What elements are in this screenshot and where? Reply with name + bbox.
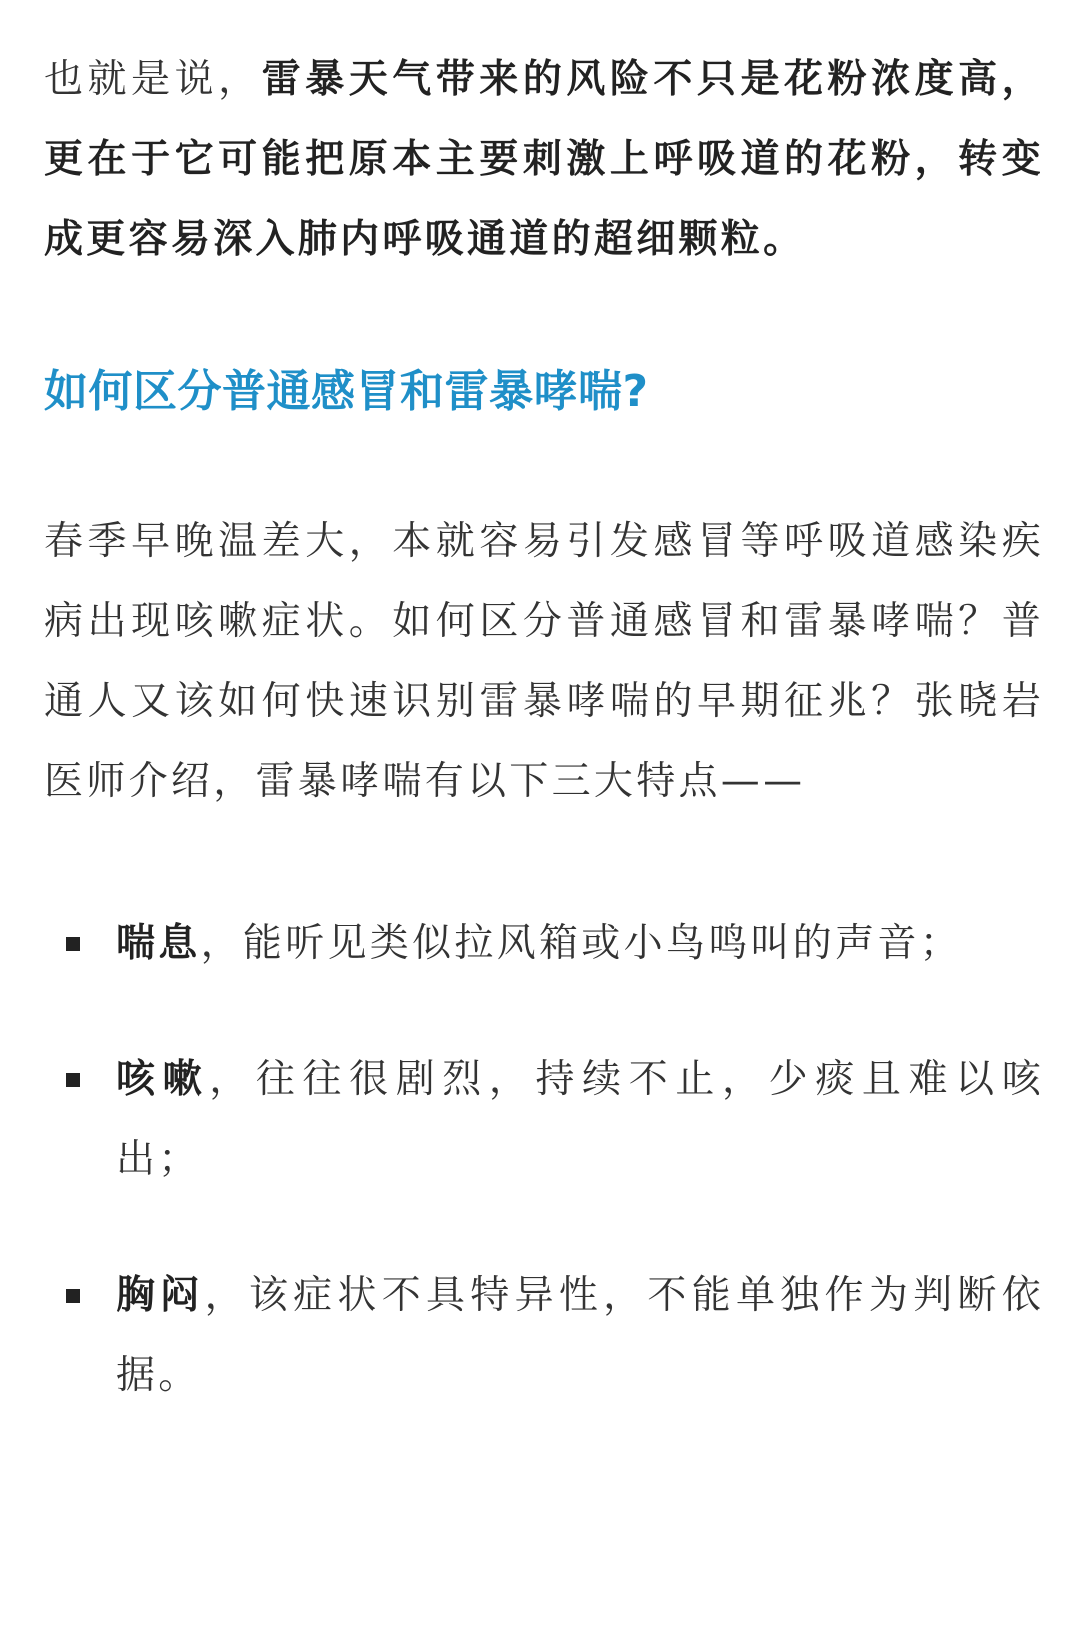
feature-item-wheezing [44, 904, 1044, 984]
feature-description: ，能听见类似拉风箱或小鸟鸣叫的声音； [200, 921, 963, 966]
feature-description: ，该症状不具特异性，不能单独作为判断依据。 [116, 1273, 1044, 1398]
feature-term: 喘息 [116, 921, 201, 966]
feature-list [44, 904, 1044, 1416]
body-paragraph: 春季早晚温差大，本就容易引发感冒等呼吸道感染疾病出现咳嗽症状。如何区分普通感冒和雷暴哮喘？普通人又该如何快速识别雷暴哮喘的早期征兆？张晓岩医师介绍，雷暴哮喘有以下三大特点—— [44, 519, 1044, 804]
feature-term: 胸闷 [116, 1273, 205, 1318]
intro-paragraph [44, 40, 1044, 280]
bullet-square-icon [66, 1073, 80, 1087]
intro-lead: 也就是说， [44, 57, 262, 102]
article-body [44, 40, 1044, 1472]
intro-emphasis: 雷暴天气带来的风险不只是花粉浓度高，更在于它可能把原本主要刺激上呼吸道的花粉，转变成更容易深入肺内呼吸通道的超细颗粒。 [44, 57, 1044, 262]
feature-item-cough [44, 1040, 1044, 1200]
bullet-square-icon [66, 937, 80, 951]
feature-description: ，往往很剧烈，持续不止，少痰且难以咳出； [116, 1057, 1044, 1182]
feature-item-chest-tightness [44, 1256, 1044, 1416]
section-heading: 如何区分普通感冒和雷暴哮喘? [44, 366, 649, 417]
bullet-square-icon [66, 1289, 80, 1303]
feature-term: 咳嗽 [116, 1057, 210, 1102]
